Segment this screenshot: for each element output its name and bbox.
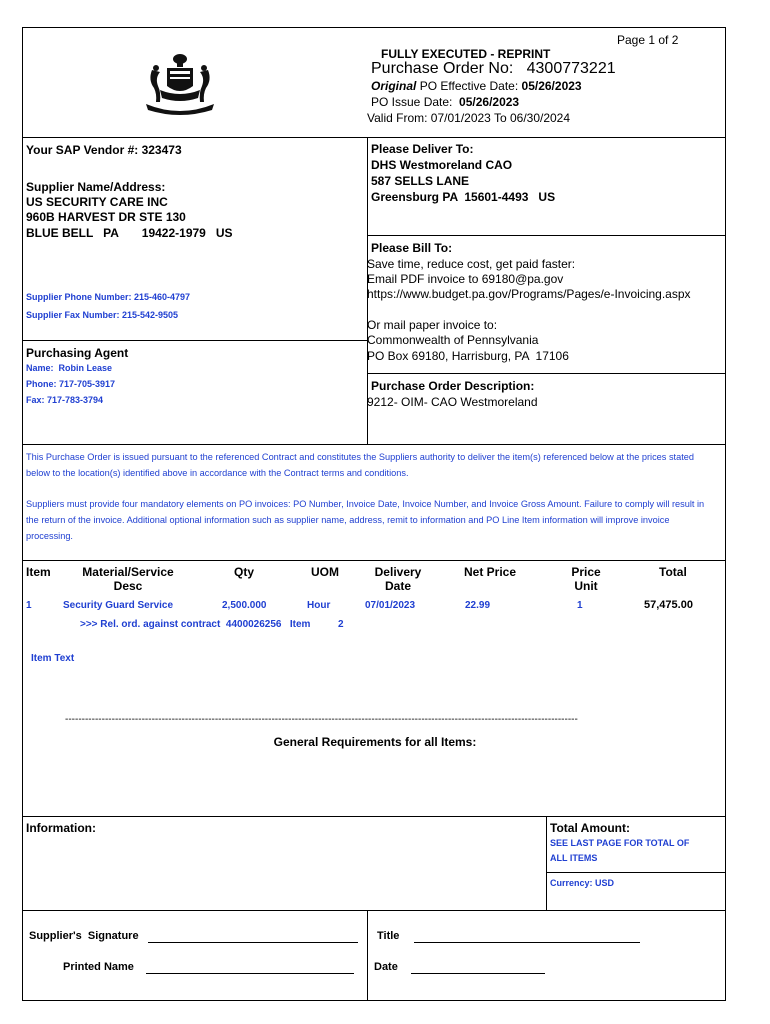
supplier-address-2: BLUE BELL PA 19422-1979 US <box>26 226 233 240</box>
total-amount-label: Total Amount: <box>550 821 630 835</box>
po-number-line <box>371 60 616 78</box>
supplier-address-1: 960B HARVEST DR STE 130 <box>26 210 186 224</box>
bill-url: https://www.budget.pa.gov/Programs/Pages/e-Invoicing.aspx <box>367 287 691 301</box>
rule-signature-divider <box>367 910 368 1001</box>
row-uom: Hour <box>307 600 331 611</box>
deliver-line-2: 587 SELLS LANE <box>371 174 470 188</box>
total-note-2: ALL ITEMS <box>550 853 598 863</box>
effective-date: 05/26/2023 <box>521 79 582 93</box>
deliver-line-1: DHS Westmoreland CAO <box>371 158 513 172</box>
supplier-name: US SECURITY CARE INC <box>26 195 168 209</box>
rule-deliver-bottom <box>367 235 726 236</box>
general-requirements: General Requirements for all Items: <box>273 735 477 749</box>
col-price-unit-line2: Unit <box>574 579 598 593</box>
rule-bill-bottom <box>367 373 726 374</box>
notice-contract: This Purchase Order is issued pursuant to the referenced Contract and constitutes the Suppliers authority to deliver the item(s) referenced below at the prices stated below to the location(s) identified above in accordance with the Contract terms and conditions. <box>26 452 694 478</box>
agent-name: Name: Robin Lease <box>26 363 113 373</box>
row-item-text: Item Text <box>31 653 75 664</box>
po-description: 9212- OIM- CAO Westmoreland <box>367 395 538 409</box>
supplier-signature-label: Supplier's Signature <box>29 930 139 942</box>
page-number: Page 1 of 2 <box>617 33 679 47</box>
rule-total-mid <box>546 872 726 873</box>
currency: Currency: USD <box>550 878 615 888</box>
rule-address-bottom <box>22 444 726 445</box>
effective-date-line <box>371 79 582 93</box>
row-delivery: 07/01/2023 <box>365 600 416 611</box>
information-label: Information: <box>26 821 96 835</box>
printed-name-label: Printed Name <box>63 961 134 973</box>
rule-total-divider <box>546 816 547 910</box>
notice-invoice: Suppliers must provide four mandatory elements on PO invoices: PO Number, Invoice Date, Invoice Number, and Invoice Gross Amount. Failure to comply will result in the return of the invoice. Additional optional information such as supplier name, address, remit to information and PO Line Item information will improve invoice processing. <box>26 499 705 541</box>
dashed-separator: ---------------------------------------------------------------------------------------------------------------------------------------------------------- <box>65 714 578 725</box>
title-label: Title <box>377 930 400 942</box>
row-desc: Security Guard Service <box>63 600 174 611</box>
supplier-phone: Supplier Phone Number: 215-460-4797 <box>26 292 191 302</box>
total-note-1: SEE LAST PAGE FOR TOTAL OF <box>550 838 690 848</box>
po-status: FULLY EXECUTED - REPRINT <box>381 47 551 61</box>
col-total: Total <box>659 565 687 579</box>
col-uom: UOM <box>311 565 339 579</box>
rule-header-bottom <box>22 137 726 138</box>
original-label: Original <box>371 79 417 93</box>
rule-supplier-bottom <box>22 340 367 341</box>
title-line[interactable] <box>414 942 640 943</box>
issue-date-line <box>371 95 519 109</box>
col-item: Item <box>26 565 51 579</box>
date-line[interactable] <box>411 973 545 974</box>
col-price-unit-line1: Price <box>571 565 601 579</box>
rule-notice-bottom <box>22 560 726 561</box>
rule-info-bottom <box>22 910 726 911</box>
bill-email: Email PDF invoice to 69180@pa.gov <box>367 272 564 286</box>
rule-items-bottom <box>22 816 726 817</box>
col-material-line2: Desc <box>113 579 143 593</box>
bill-line-1: Save time, reduce cost, get paid faster: <box>367 257 576 271</box>
deliver-line-3: Greensburg PA 15601-4493 US <box>371 190 556 204</box>
po-number: 4300773221 <box>526 60 616 77</box>
col-material-line1: Material/Service <box>82 565 174 579</box>
col-delivery <box>368 565 428 593</box>
col-delivery-line2: Date <box>384 579 411 593</box>
row-qty: 2,500.000 <box>222 600 267 611</box>
supplier-fax: Supplier Fax Number: 215-542-9505 <box>26 310 179 320</box>
col-net-price: Net Price <box>464 565 517 579</box>
date-label: Date <box>374 961 398 973</box>
effective-date-label: PO Effective Date: <box>419 79 519 93</box>
bill-line-5: Commonwealth of Pennsylvania <box>367 333 539 347</box>
sap-vendor-number: Your SAP Vendor #: 323473 <box>26 143 182 157</box>
bill-line-6: PO Box 69180, Harrisburg, PA 17106 <box>367 349 569 363</box>
issue-date: 05/26/2023 <box>459 95 520 109</box>
col-qty: Qty <box>234 565 255 579</box>
supplier-name-address-label: Supplier Name/Address: <box>26 180 166 194</box>
row-price-unit: 1 <box>577 600 583 611</box>
col-material <box>80 565 176 593</box>
agent-fax: Fax: 717-783-3794 <box>26 395 104 405</box>
printed-name-line[interactable] <box>146 973 354 974</box>
po-number-label: Purchase Order No: <box>371 60 514 77</box>
issue-date-label: PO Issue Date: <box>371 95 453 109</box>
col-price-unit <box>566 565 606 593</box>
row-net-price: 22.99 <box>465 600 491 611</box>
row-item: 1 <box>26 600 32 611</box>
agent-phone: Phone: 717-705-3917 <box>26 379 116 389</box>
row-contract-ref: >>> Rel. ord. against contract 4400026256 Item <box>80 619 311 630</box>
bill-to-label: Please Bill To: <box>371 241 453 255</box>
po-description-label: Purchase Order Description: <box>371 379 535 393</box>
col-delivery-line1: Delivery <box>374 565 422 579</box>
bill-line-4: Or mail paper invoice to: <box>367 318 498 332</box>
purchasing-agent-label: Purchasing Agent <box>26 346 129 360</box>
row-total: 57,475.00 <box>644 599 693 611</box>
supplier-signature-line[interactable] <box>148 942 358 943</box>
commonwealth-seal-icon <box>140 52 220 118</box>
valid-dates: Valid From: 07/01/2023 To 06/30/2024 <box>367 111 571 125</box>
row-contract-item: 2 <box>338 619 344 630</box>
deliver-to-label: Please Deliver To: <box>371 142 474 156</box>
